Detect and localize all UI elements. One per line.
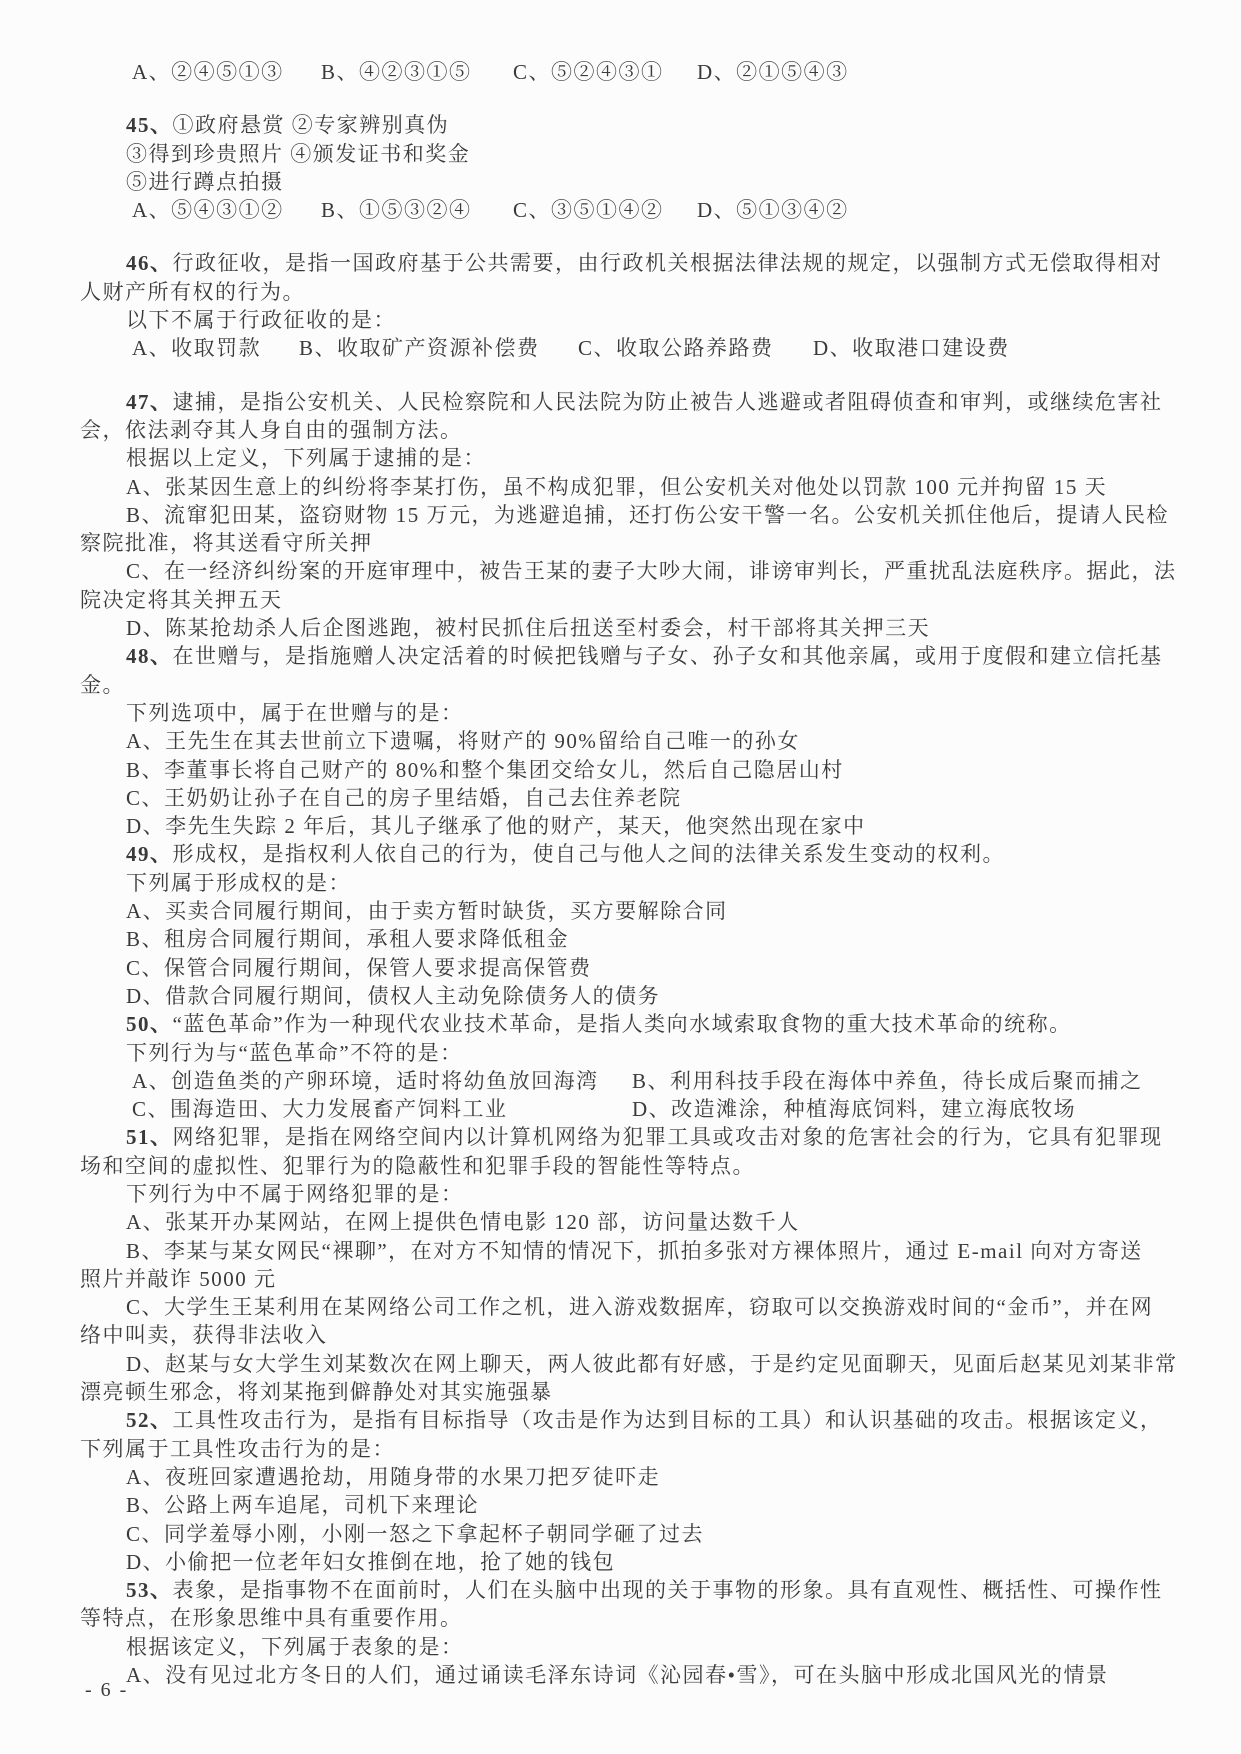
question-number: 50、: [126, 1012, 173, 1037]
option-item: C、⑤②④③①: [513, 60, 664, 84]
option-item: A、②④⑤①③: [132, 60, 284, 84]
option-item: B、收取矿产资源补偿费: [299, 336, 540, 361]
text-line: 会，依法剥夺其人身自由的强制方法。: [80, 417, 463, 442]
text-line: A、张某开办某网站，在网上提供色情电影 120 部，访问量达数千人: [126, 1210, 800, 1235]
question-number: 53、: [126, 1578, 173, 1603]
text-line: C、同学羞辱小刚，小刚一怒之下拿起杯子朝同学砸了过去: [126, 1521, 705, 1546]
text-line: D、李先生失踪 2 年后，其儿子继承了他的财产，某天，他突然出现在家中: [126, 814, 866, 839]
text-line: 人财产所有权的行为。: [80, 279, 305, 304]
text-line: 场和空间的虚拟性、犯罪行为的隐蔽性和犯罪手段的智能性等特点。: [80, 1153, 755, 1178]
options-row: [80, 1095, 1190, 1123]
text-line: 院决定将其关押五天: [80, 587, 283, 612]
text-line: B、公路上两车追尾，司机下来理论: [126, 1493, 480, 1518]
options-row: [80, 196, 1190, 224]
text-line: C、在一经济纠纷案的开庭审理中，被告王某的妻子大吵大闹，诽谤审判长，严重扰乱法庭秩序。据此，法: [126, 559, 1177, 584]
text-line: 根据以上定义，下列属于逮捕的是：: [126, 446, 486, 471]
option-item: C、③⑤①④②: [513, 198, 664, 223]
question-number: 46、: [126, 251, 173, 276]
text-line: 金。: [80, 672, 125, 697]
option-item: D、改造滩涂，种植海底饲料，建立海底牧场: [632, 1097, 1077, 1122]
text-line: 52、工具性攻击行为，是指有目标指导（攻击是作为达到目标的工具）和认识基础的攻击。根据该定义，: [126, 1408, 1163, 1433]
text-line: 47、逮捕，是指公安机关、人民检察院和人民法院为防止被告人逃避或者阻碍侦查和审判，或继续危害社: [126, 389, 1163, 414]
text-line: A、王先生在其去世前立下遗嘱，将财产的 90%留给自己唯一的孙女: [126, 729, 800, 754]
text-line: 下列行为与“蓝色革命”不符的是：: [126, 1040, 463, 1065]
text-line: ⑤进行蹲点拍摄: [126, 169, 284, 194]
text-line: D、借款合同履行期间，债权人主动免除债务人的债务: [126, 983, 661, 1008]
text-line: 下列属于形成权的是：: [126, 870, 351, 895]
question-number: 52、: [126, 1408, 173, 1433]
text-line: 51、网络犯罪，是指在网络空间内以计算机网络为犯罪工具或攻击对象的危害社会的行为，它具有犯罪现: [126, 1125, 1163, 1150]
text-line: C、大学生王某利用在某网络公司工作之机，进入游戏数据库，窃取可以交换游戏时间的“金币”，并在网: [126, 1295, 1154, 1320]
text-line: 46、行政征收，是指一国政府基于公共需要，由行政机关根据法律法规的规定，以强制方式无偿取得相对: [126, 251, 1163, 276]
text-line: D、赵某与女大学生刘某数次在网上聊天，两人彼此都有好感，于是约定见面聊天，见面后赵某见刘某非常: [126, 1351, 1178, 1376]
text-line: B、李董事长将自己财产的 80%和整个集团交给女儿，然后自己隐居山村: [126, 757, 844, 782]
text-line: 下列属于工具性攻击行为的是：: [80, 1436, 395, 1461]
question-number: 45、: [126, 113, 173, 138]
text-line: C、保管合同履行期间，保管人要求提高保管费: [126, 955, 592, 980]
text-line: B、流窜犯田某，盗窃财物 15 万元，为逃避追捕，还打伤公安干警一名。公安机关抓住他后，提请人民检: [126, 502, 1170, 527]
options-row: [80, 1067, 1190, 1095]
option-item: A、⑤④③①②: [132, 198, 284, 223]
text-line: 49、形成权，是指权利人依自己的行为，使自己与他人之间的法律关系发生变动的权利。: [126, 842, 1005, 867]
text-line: 50、“蓝色革命”作为一种现代农业技术革命，是指人类向水域索取食物的重大技术革命的统称。: [126, 1012, 1072, 1037]
text-line: 漂亮顿生邪念，将刘某拖到僻静处对其实施强暴: [80, 1380, 553, 1405]
text-line: B、租房合同履行期间，承租人要求降低租金: [126, 927, 570, 952]
option-item: D、⑤①③④②: [697, 198, 849, 223]
text-line: B、李某与某女网民“裸聊”，在对方不知情的情况下，抓拍多张对方裸体照片，通过 E-mail 向对方寄送: [126, 1238, 1143, 1263]
text-line: ③得到珍贵照片 ④颁发证书和奖金: [126, 141, 471, 166]
option-item: D、收取港口建设费: [813, 336, 1010, 361]
option-item: A、创造鱼类的产卵环境，适时将幼鱼放回海湾: [132, 1068, 599, 1093]
option-item: C、收取公路养路费: [578, 336, 774, 361]
text-line: 络中叫卖，获得非法收入: [80, 1323, 328, 1348]
page-number: - 6 -: [85, 1679, 129, 1701]
text-line: A、夜班回家遭遇抢劫，用随身带的水果刀把歹徒吓走: [126, 1464, 661, 1489]
option-item: A、收取罚款: [132, 336, 262, 361]
text-line: 下列行为中不属于网络犯罪的是：: [126, 1181, 464, 1206]
text-line: 53、表象，是指事物不在面前时，人们在头脑中出现的关于事物的形象。具有直观性、概括性、可操作性: [126, 1578, 1163, 1603]
question-number: 48、: [126, 644, 173, 669]
text-line: D、小偷把一位老年妇女推倒在地，抢了她的钱包: [126, 1549, 616, 1574]
text-line: 等特点，在形象思维中具有重要作用。: [80, 1606, 463, 1631]
option-item: B、④②③①⑤: [321, 60, 472, 84]
options-row: [80, 58, 1190, 86]
question-number: 51、: [126, 1125, 173, 1150]
text-line: 下列选项中，属于在世赠与的是：: [126, 700, 464, 725]
option-item: D、②①⑤④③: [697, 60, 849, 84]
text-line: 察院批准，将其送看守所关押: [80, 531, 373, 556]
text-line: A、张某因生意上的纠纷将李某打伤，虽不构成犯罪，但公安机关对他处以罚款 100 元并拘留 15 天: [126, 474, 1108, 499]
option-item: B、①⑤③②④: [321, 198, 472, 223]
text-line: 48、在世赠与，是指施赠人决定活着的时候把钱赠与子女、孙子女和其他亲属，或用于度假和建立信托基: [126, 644, 1163, 669]
option-item: B、利用科技手段在海体中养鱼，待长成后聚而捕之: [632, 1068, 1143, 1093]
text-line: 根据该定义，下列属于表象的是：: [126, 1634, 464, 1659]
text-line: 照片并敲诈 5000 元: [80, 1266, 277, 1291]
text-line: 以下不属于行政征收的是：: [126, 308, 396, 333]
option-item: C、围海造田、大力发展畜产饲料工业: [132, 1097, 508, 1122]
text-line: C、王奶奶让孙子在自己的房子里结婚，自己去住养老院: [126, 785, 682, 810]
text-line: D、陈某抢劫杀人后企图逃跑，被村民抓住后扭送至村委会，村干部将其关押三天: [126, 616, 931, 641]
question-number: 49、: [126, 842, 173, 867]
options-row: [80, 334, 1190, 362]
text-line: 45、①政府悬赏 ②专家辨别真伪: [126, 113, 450, 138]
page-content: [80, 58, 1190, 1689]
text-line: A、买卖合同履行期间，由于卖方暂时缺货，买方要解除合同: [126, 899, 728, 924]
text-line: A、没有见过北方冬日的人们，通过诵读毛泽东诗词《沁园春•雪》，可在头脑中形成北国风光的情景: [126, 1663, 1109, 1688]
question-number: 47、: [126, 389, 173, 414]
